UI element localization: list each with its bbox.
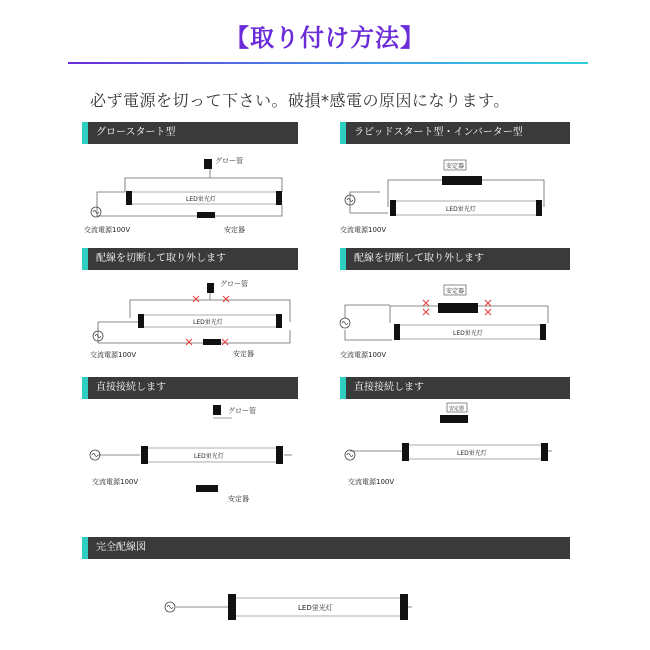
tube-end-left <box>394 324 400 340</box>
tube-end-left <box>228 594 236 620</box>
glow-tube-label: グロー管 <box>228 407 256 415</box>
ballast-label: 安定器 <box>449 406 465 412</box>
tube-end-right <box>541 443 548 461</box>
ballast-icon <box>203 339 221 345</box>
tube-end-left <box>126 191 132 205</box>
led-tube-label: LED蛍光灯 <box>186 196 216 203</box>
tube-end-right <box>276 191 282 205</box>
tube-end-left <box>141 446 148 464</box>
power-label: 交流電源100V <box>84 226 131 234</box>
tube-end-right <box>540 324 546 340</box>
ballast-icon <box>197 212 215 218</box>
ballast-icon <box>442 176 482 185</box>
ballast-label: 安定器 <box>233 350 254 358</box>
glow-tube-icon <box>213 405 221 415</box>
power-label: 交流電源100V <box>90 351 137 359</box>
ac-power-icon <box>91 207 101 217</box>
tube-end-right <box>400 594 408 620</box>
glow-tube-icon <box>207 283 214 293</box>
ac-power-icon <box>340 318 350 328</box>
warning-text: 必ず電源を切って下さい。破損*感電の原因になります。 <box>90 91 510 110</box>
section-header-glow-start: グロースタート型 <box>82 122 298 144</box>
power-label: 交流電源100V <box>340 226 387 234</box>
tube-end-right <box>536 200 542 216</box>
section-header-cut-left: 配線を切断して取り外します <box>82 248 298 270</box>
ballast-icon <box>440 415 468 423</box>
led-tube-label: LED蛍光灯 <box>446 206 476 213</box>
tube-end-right <box>276 314 282 328</box>
tube-end-left <box>390 200 396 216</box>
section-header-complete: 完全配線図 <box>82 537 570 559</box>
section-header-rapid-start: ラピッドスタート型・インバーター型 <box>340 122 570 144</box>
tube-end-right <box>276 446 283 464</box>
led-tube-label: LED蛍光灯 <box>193 319 223 326</box>
section-header-direct-right: 直接接続します <box>340 377 570 399</box>
led-tube-label: LED蛍光灯 <box>453 330 483 337</box>
power-label: 交流電源100V <box>92 478 139 486</box>
led-tube-label: LED蛍光灯 <box>298 604 333 612</box>
glow-tube-label: グロー管 <box>215 157 243 165</box>
ballast-label: 安定器 <box>446 163 465 170</box>
tube-end-left <box>138 314 144 328</box>
tube-end-left <box>402 443 409 461</box>
section-header-direct-left: 直接接続します <box>82 377 298 399</box>
ac-power-icon <box>165 602 175 612</box>
led-tube-label: LED蛍光灯 <box>194 453 224 460</box>
page-title: 【取り付け方法】 <box>225 24 425 52</box>
ballast-label: 安定器 <box>446 288 465 295</box>
ballast-icon <box>196 485 218 492</box>
power-label: 交流電源100V <box>348 478 395 486</box>
ac-power-icon <box>345 450 355 460</box>
ballast-label: 安定器 <box>224 226 245 234</box>
ballast-label: 安定器 <box>228 495 249 503</box>
glow-tube-label: グロー管 <box>220 280 248 288</box>
led-tube-label: LED蛍光灯 <box>457 450 487 457</box>
glow-tube-icon <box>204 159 212 169</box>
power-label: 交流電源100V <box>340 351 387 359</box>
ballast-icon <box>438 303 478 313</box>
section-header-cut-right: 配線を切断して取り外します <box>340 248 570 270</box>
